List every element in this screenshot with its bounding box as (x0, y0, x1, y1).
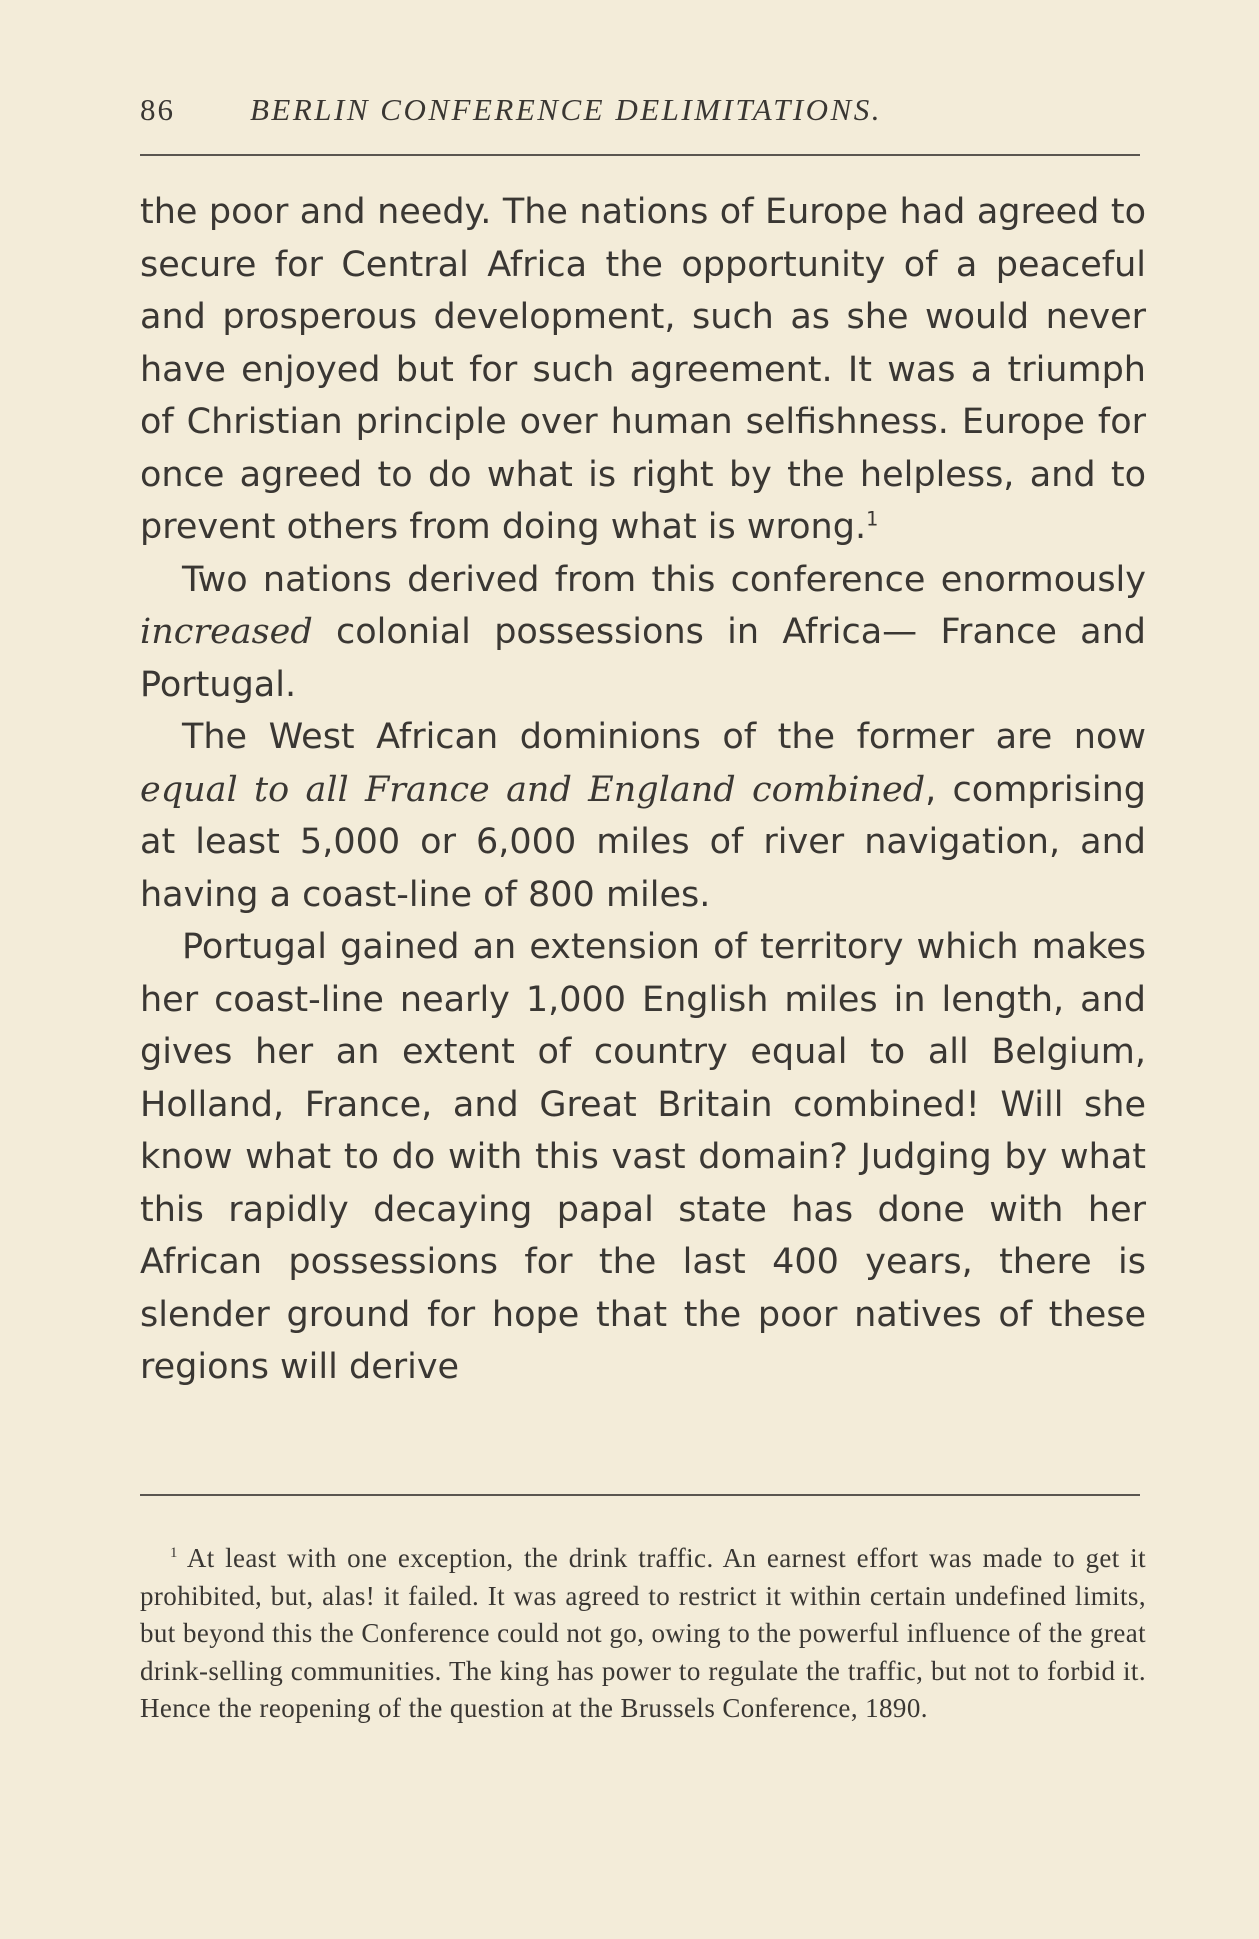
page-number: 86 (140, 92, 175, 127)
main-text (140, 186, 1146, 1394)
footnote-reference: 1 (866, 507, 879, 531)
paragraph-text: The West African dominions of the former are now (182, 717, 1146, 757)
page-header (140, 92, 1140, 142)
footnote-marker: 1 (170, 1545, 178, 1561)
header-divider (140, 154, 1140, 156)
paragraph-portugal (140, 921, 1146, 1394)
emphasis-text: increased (140, 612, 313, 652)
paragraph-text: Two nations derived from this conference enormously (182, 559, 1146, 600)
running-title: BERLIN CONFERENCE DELIMITATIONS. (250, 92, 882, 127)
paragraph-text: Portugal gained an extension of territory which makes her coast-line nearly 1,000 English miles in length, and gives her an extent of country equal to all Belgium, Holland, France, and Great Britain combined! Will she know what to do with this vast domain? Judging by what this rapidly decaying papal state has done with her African possessions for the last 400 years, there is slender ground for hope that the poor natives of these regions will derive (140, 927, 1146, 1387)
paragraph-continuation (140, 186, 1146, 554)
paragraph-text: the poor and needy. The nations of Europe had agreed to secure for Central Africa the opportunity of a peaceful and prosperous development, such as she would never have enjoyed but for such agreement. It was a triumph of Christian principle over human selfishness. Europe for once agreed to do what is right by the helpless, and to prevent others from doing what is wrong. (140, 192, 1146, 547)
footnote-divider (140, 1494, 1140, 1496)
paragraph-text: , comprising at least 5,000 or 6,000 miles of river navigation, and having a coast-line of 800 miles. (140, 769, 1146, 915)
paragraph-west-african-dominions (140, 711, 1146, 921)
paragraph-two-nations (140, 554, 1146, 712)
footnote-text: At least with one exception, the drink traffic. An earnest effort was made to get it prohibited, but, alas! it failed. It was agreed to restrict it within certain undefined limits, but beyond this the Conference could not go, owing to the powerful influence of the great drink-selling communities. The king has power to regulate the traffic, but not to forbid it. Hence the reopening of the question at the Brussels Conference, 1890. (140, 1543, 1146, 1723)
emphasis-text: equal to all France and England combined (140, 769, 926, 810)
footnote (140, 1540, 1146, 1728)
paragraph-text: colonial possessions in Africa— France and Portugal. (140, 612, 1146, 705)
